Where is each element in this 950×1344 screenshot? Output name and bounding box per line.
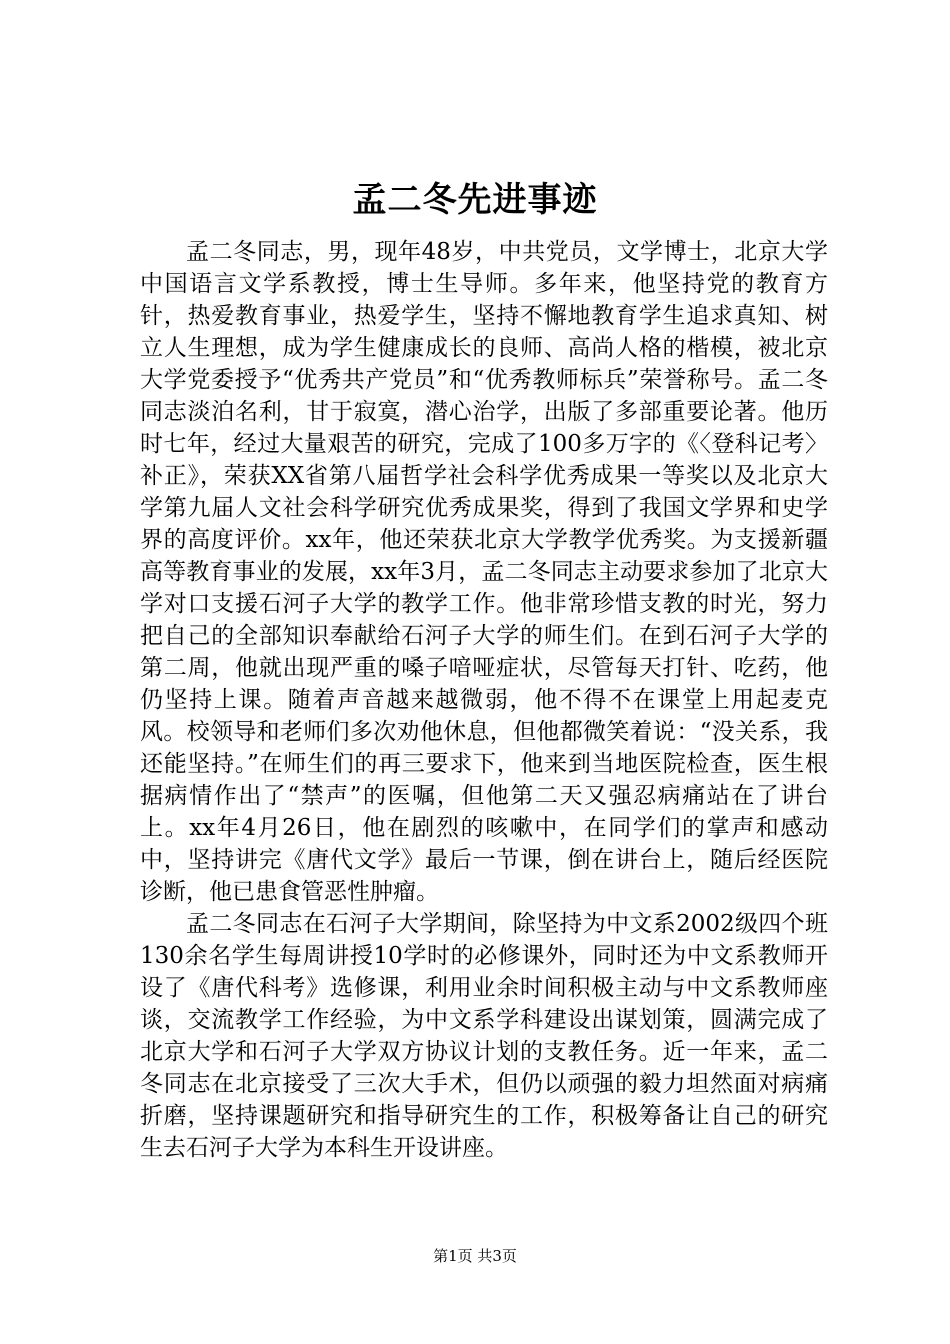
document-body [140, 236, 828, 1164]
paragraph-2: 孟二冬同志在石河子大学期间，除坚持为中文系2002级四个班130余名学生每周讲授10学时的必修课外，同时还为中文系教师开设了《唐代科考》选修课，利用业余时间积极主动与中文系教师座谈，交流教学工作经验，为中文系学科建设出谋划策，圆满完成了北京大学和石河子大学双方协议计划的支教任务。近一年来，孟二冬同志在北京接受了三次大手术，但仍以顽强的毅力坦然面对病痛折磨，坚持课题研究和指导研究生的工作，积极筹备让自己的研究生去石河子大学为本科生开设讲座。 [140, 911, 828, 1161]
document-title: 孟二冬先进事迹 [352, 180, 598, 220]
paragraph-1: 孟二冬同志，男，现年48岁，中共党员，文学博士，北京大学中国语言文学系教授，博士生导师。多年来，他坚持党的教育方针，热爱教育事业，热爱学生，坚持不懈地教育学生追求真知、树立人生理想，成为学生健康成长的良师、高尚人格的楷模，被北京大学党委授予“优秀共产党员”和“优秀教师标兵”荣誉称号。孟二冬同志淡泊名利，甘于寂寞，潜心治学，出版了多部重要论著。他历时七年，经过大量艰苦的研究，完成了100多万字的《〈登科记考〉补正》，荣获XX省第八届哲学社会科学优秀成果一等奖以及北京大学第九届人文社会科学研究优秀成果奖，得到了我国文学界和史学界的高度评价。xx年，他还荣获北京大学教学优秀奖。为支援新疆高等教育事业的发展，xx年3月，孟二冬同志主动要求参加了北京大学对口支援石河子大学的教学工作。他非常珍惜支教的时光，努力把自己的全部知识奉献给石河子大学的师生们。在到石河子大学的第二周，他就出现严重的嗓子喑哑症状，尽管每天打针、吃药，他仍坚持上课。随着声音越来越微弱，他不得不在课堂上用起麦克风。校领导和老师们多次劝他休息，但他都微笑着说：“没关系，我还能坚持。”在师生们的再三要求下，他来到当地医院检查，医生根据病情作出了“禁声”的医嘱，但他第二天又强忍病痛站在了讲台上。xx年4月26日，他在剧烈的咳嗽中，在同学们的掌声和感动中，坚持讲完《唐代文学》最后一节课，倒在讲台上，随后经医院诊断，他已患食管恶性肿瘤。 [140, 239, 828, 905]
page-footer: 第1页 共3页 [433, 1247, 517, 1265]
